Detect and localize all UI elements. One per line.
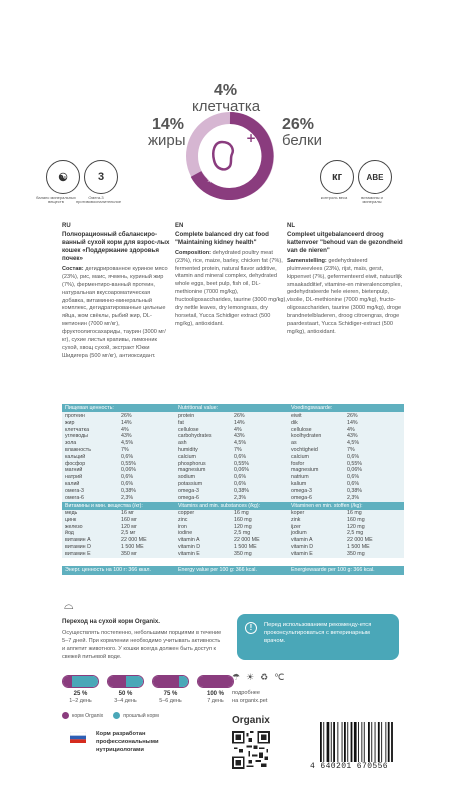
recycle-icon: ♻ bbox=[260, 672, 269, 682]
vitamins-table-en bbox=[175, 510, 288, 558]
row-value: 0,6% bbox=[234, 480, 247, 487]
energy-ru: Энерг. ценность на 100 г: 366 ккал. bbox=[62, 566, 175, 575]
pill-old-part bbox=[179, 676, 188, 687]
row-value: 22 000 ME bbox=[234, 537, 260, 544]
table-row bbox=[175, 530, 288, 537]
row-key: зола bbox=[65, 440, 77, 447]
row-value: 0,55% bbox=[234, 460, 250, 467]
barcode-bar bbox=[375, 722, 376, 762]
row-key: carbohydrates bbox=[178, 433, 212, 440]
row-value: 0,6% bbox=[234, 453, 247, 460]
table-row bbox=[175, 544, 288, 551]
row-value: 4,5% bbox=[347, 440, 360, 447]
composition-nl: Samenstelling: gedehydrateerd pluimveevlees (23%), rijst, maïs, gerst, kippenvet (7%), gefermenteerd eiwit, natuurlijk smaakadditief, vitamine-en mineralencomplex, gedehydrateerde hele eieren, bietenpulp, visolie, DL-methionine (7000 mg/kg), fructo-oligosacchariden, taurine (3000 mg/kg), droge brandnetelbladeren, droog citroengras, droge paardestaart, Yucca Schidiger-extract (500 mg/kg), antioxidant. bbox=[287, 257, 403, 336]
table-row bbox=[288, 427, 404, 434]
pill-new-part bbox=[153, 676, 179, 687]
table-row bbox=[288, 524, 404, 531]
row-key: phosphorus bbox=[178, 460, 206, 467]
row-value: 26% bbox=[347, 413, 358, 419]
table-row bbox=[62, 517, 175, 524]
table-row bbox=[62, 524, 175, 531]
table-row bbox=[288, 467, 404, 474]
transition-title: Переход на сухой корм Organix. bbox=[62, 618, 160, 625]
nutrition-header-nl: Voedingswaarde: bbox=[288, 404, 404, 412]
table-row bbox=[175, 510, 288, 517]
vitamins-header-nl: Vitaminen en min. stoffen (/kg): bbox=[288, 502, 404, 510]
step-day: 7 день bbox=[207, 698, 224, 704]
barcode-bar bbox=[364, 722, 365, 762]
row-key: omega-6 bbox=[178, 494, 199, 501]
step-pct: 75 % bbox=[163, 691, 178, 697]
row-value: 0,55% bbox=[121, 460, 137, 467]
svg-text:+: + bbox=[246, 131, 257, 145]
bowl-icon: ⌓ bbox=[64, 598, 74, 612]
row-key: фосфор bbox=[65, 460, 86, 467]
row-value: 0,38% bbox=[121, 487, 137, 494]
row-value: 4,5% bbox=[234, 440, 247, 447]
sun-icon: ☀ bbox=[246, 672, 255, 682]
row-key: magnesium bbox=[178, 467, 206, 474]
more-info bbox=[232, 690, 267, 706]
vitamins-table-nl bbox=[288, 510, 404, 558]
description-ru bbox=[62, 222, 172, 361]
nutrition-table-nl bbox=[288, 404, 404, 502]
vitamins-header-ru: Витамины и мин. вещества (/кг): bbox=[62, 502, 175, 510]
table-row bbox=[288, 433, 404, 440]
row-value: 2,5 mg bbox=[234, 530, 251, 537]
row-key: humidity bbox=[178, 446, 198, 453]
title-nl: Compleet uitgebalanceerd droog kattenvoer "behoud van de gezondheid van de nieren" bbox=[287, 230, 403, 254]
row-key: natrium bbox=[291, 474, 309, 481]
barcode-icon bbox=[318, 722, 410, 762]
row-value: 160 mg bbox=[347, 516, 365, 523]
row-value: 0,6% bbox=[347, 453, 360, 460]
transition-step bbox=[62, 675, 99, 704]
row-value: 43% bbox=[121, 433, 132, 440]
step-day: 1–2 день bbox=[69, 698, 92, 704]
row-key: omega-3 bbox=[178, 487, 199, 494]
row-value: 2,3% bbox=[121, 494, 134, 501]
row-key: медь bbox=[65, 510, 78, 516]
title-ru: Полнорационный сбалансиро-ванный сухой корм для взрос-лых кошек «Поддержание здоровья почек» bbox=[62, 230, 170, 262]
right-benefit-icons bbox=[320, 160, 392, 194]
row-key: витамин А bbox=[65, 537, 91, 544]
row-value: 0,38% bbox=[234, 487, 250, 494]
table-row bbox=[288, 495, 404, 502]
row-key: vitamin E bbox=[178, 550, 200, 557]
row-value: 0,06% bbox=[234, 467, 250, 474]
row-key: fosfor bbox=[291, 460, 305, 467]
kidney-ring-icon bbox=[186, 112, 274, 200]
step-day: 3–4 день bbox=[114, 698, 137, 704]
fiber-pct: 4% bbox=[214, 82, 238, 99]
row-value: 26% bbox=[121, 413, 132, 419]
row-key: jodium bbox=[291, 530, 307, 537]
row-key: eiwit bbox=[291, 413, 302, 419]
description-nl bbox=[287, 222, 403, 337]
row-value: 4% bbox=[347, 426, 355, 433]
row-value: 7% bbox=[234, 446, 242, 453]
legend-old: прошлый корм bbox=[113, 712, 159, 719]
more-line2: на organix.pet bbox=[232, 697, 268, 704]
table-row bbox=[288, 454, 404, 461]
table-row bbox=[175, 551, 288, 558]
vitamins-table-ru bbox=[62, 510, 175, 558]
table-row bbox=[62, 551, 175, 558]
row-value: 16 mg bbox=[347, 510, 362, 516]
row-key: potassium bbox=[178, 480, 203, 487]
energy-en: Energy value per 100 g: 366 kcal. bbox=[175, 566, 288, 575]
row-value: 350 мг bbox=[121, 550, 137, 557]
brand-logo: Organix bbox=[232, 715, 270, 726]
row-value: 0,6% bbox=[121, 480, 134, 487]
row-value: 16 mg bbox=[234, 510, 249, 516]
row-key: витамин Е bbox=[65, 550, 91, 557]
row-value: 160 mg bbox=[234, 516, 252, 523]
pill-new-part bbox=[63, 676, 72, 687]
row-key: vitamin E bbox=[291, 550, 313, 557]
weight-control-caption: контроль веса bbox=[320, 195, 348, 200]
pill-new-part bbox=[198, 676, 233, 687]
barcode-bar bbox=[344, 722, 346, 762]
description-en bbox=[175, 222, 287, 329]
row-value: 14% bbox=[121, 419, 132, 426]
table-row bbox=[62, 530, 175, 537]
mineral-balance-icon: ☯ bbox=[46, 160, 80, 194]
row-value: 14% bbox=[347, 419, 358, 426]
row-value: 0,06% bbox=[121, 467, 137, 474]
row-value: 43% bbox=[234, 433, 245, 440]
row-value: 7% bbox=[347, 446, 355, 453]
legend-old-dot bbox=[113, 712, 120, 719]
fat-pct: 14% bbox=[152, 116, 185, 133]
barcode-bar bbox=[320, 722, 322, 762]
nutrition-header-ru: Пищевая ценность: bbox=[62, 404, 200, 412]
row-key: omega-6 bbox=[291, 494, 312, 501]
barcode-number: 4 640201 670556 bbox=[310, 762, 389, 771]
lang-ru: RU bbox=[62, 223, 71, 229]
table-row bbox=[62, 510, 175, 517]
table-row bbox=[288, 510, 404, 517]
table-row bbox=[288, 461, 404, 468]
barcode-bar bbox=[385, 722, 386, 762]
row-value: 0,6% bbox=[347, 474, 360, 481]
row-value: 2,3% bbox=[347, 494, 360, 501]
table-row bbox=[288, 413, 404, 420]
row-key: кальций bbox=[65, 453, 86, 460]
umbrella-icon: ☂ bbox=[232, 672, 241, 682]
transition-text: Осуществлять постепенно, небольшими порциями в течение 5–7 дней. При кормлении необходимо учитывать активность и аппетит животного. У кошки всегда должен быть доступ к свежей питьевой воде. bbox=[62, 630, 222, 661]
row-key: koolhydraten bbox=[291, 433, 322, 440]
vet-note-text: Перед использованием рекоменду-ется проконсультироваться с ветеринарным врачом. bbox=[264, 622, 372, 644]
table-row bbox=[175, 537, 288, 544]
barcode-bar bbox=[361, 722, 362, 762]
row-value: 350 mg bbox=[347, 550, 365, 557]
barcode-bar bbox=[342, 722, 343, 762]
row-value: 4,5% bbox=[121, 440, 134, 447]
step-ratio-pill bbox=[152, 675, 189, 688]
row-value: 0,6% bbox=[347, 480, 360, 487]
row-key: натрий bbox=[65, 474, 83, 481]
row-value: 2,3% bbox=[234, 494, 247, 501]
row-key: омега-3 bbox=[65, 487, 85, 494]
barcode-bar bbox=[368, 722, 370, 762]
row-key: витамин D bbox=[65, 543, 91, 550]
row-value: 1 500 ME bbox=[347, 543, 370, 550]
row-key: kalium bbox=[291, 480, 307, 487]
legend-new: корм Organix bbox=[62, 712, 103, 719]
lang-nl: NL bbox=[287, 223, 295, 229]
left-benefit-icons bbox=[46, 160, 118, 194]
row-key: calcium bbox=[291, 453, 309, 460]
table-row bbox=[62, 544, 175, 551]
row-value: 22 000 МЕ bbox=[121, 537, 147, 544]
row-key: железо bbox=[65, 523, 83, 530]
row-value: 0,55% bbox=[347, 460, 363, 467]
step-ratio-pill bbox=[62, 675, 99, 688]
row-key: углеводы bbox=[65, 433, 88, 440]
row-value: 1 500 МЕ bbox=[121, 543, 144, 550]
barcode-bar bbox=[391, 722, 393, 762]
barcode-bar bbox=[351, 722, 353, 762]
qr-code-icon bbox=[232, 731, 270, 769]
row-key: протеин bbox=[65, 413, 85, 419]
temperature-icon: ℃ bbox=[274, 672, 285, 682]
vitamins-caption: витамины и минералы bbox=[361, 195, 383, 205]
table-row bbox=[288, 488, 404, 495]
row-value: 2,5 мг bbox=[121, 530, 136, 537]
row-key: vitamin A bbox=[178, 537, 200, 544]
row-key: as bbox=[291, 440, 297, 447]
barcode-bar bbox=[323, 722, 324, 762]
pill-old-part bbox=[72, 676, 98, 687]
transition-legend bbox=[62, 712, 159, 719]
row-key: protein bbox=[178, 413, 195, 419]
barcode-bar bbox=[378, 722, 380, 762]
fat-name: жиры bbox=[148, 132, 186, 149]
mineral-balance-caption: баланс минеральных веществ bbox=[36, 195, 76, 205]
step-ratio-pill bbox=[197, 675, 234, 688]
transition-step bbox=[152, 675, 189, 704]
table-row bbox=[62, 537, 175, 544]
barcode-bar bbox=[354, 722, 357, 762]
barcode-bar bbox=[358, 722, 359, 762]
barcode-bar bbox=[327, 722, 330, 762]
row-key: цинк bbox=[65, 516, 77, 523]
legend-new-dot bbox=[62, 712, 69, 719]
row-key: ash bbox=[178, 440, 187, 447]
row-value: 22 000 ME bbox=[347, 537, 373, 544]
row-value: 26% bbox=[234, 413, 245, 419]
row-key: zinc bbox=[178, 516, 188, 523]
barcode-bar bbox=[388, 722, 390, 762]
step-pct: 25 % bbox=[73, 691, 88, 697]
energy-nl: Energiewaarde per 100 g: 366 kcal. bbox=[288, 566, 404, 575]
more-line1: подробнее bbox=[232, 690, 261, 696]
step-day: 5–6 день bbox=[159, 698, 182, 704]
table-row bbox=[175, 524, 288, 531]
row-key: vitamin D bbox=[291, 543, 314, 550]
row-key: calcium bbox=[178, 453, 196, 460]
step-pct: 100 % bbox=[206, 691, 224, 697]
step-pct: 50 % bbox=[118, 691, 133, 697]
row-key: zink bbox=[291, 516, 301, 523]
row-key: fat bbox=[178, 419, 184, 426]
row-key: koper bbox=[291, 510, 305, 516]
pill-old-part bbox=[126, 676, 144, 687]
row-key: калий bbox=[65, 480, 80, 487]
barcode-bar bbox=[381, 722, 382, 762]
barcode-bar bbox=[347, 722, 348, 762]
row-key: йод bbox=[65, 530, 74, 537]
table-row bbox=[288, 517, 404, 524]
row-key: vitamin D bbox=[178, 543, 201, 550]
row-key: vitamin A bbox=[291, 537, 313, 544]
row-key: magnesium bbox=[291, 467, 319, 474]
vitamins-header-en: Vitamins and min. substances (/kg): bbox=[175, 502, 288, 510]
protein-name: белки bbox=[282, 132, 322, 149]
vitamins-icon: ABE bbox=[358, 160, 392, 194]
row-value: 120 mg bbox=[234, 523, 252, 530]
composition-en: Composition: dehydrated poultry meat (23%), rice, maize, barley, chicken fat (7%), fermented protein, natural flavor additive, vitamin and mineral complex, dehydrated whole eggs, beet pulp, fish oil, DL-methionine (7000 mg/kg), fructooligosaccharides, taurine (3000 mg/kg), dry nettle leaves, dry lemongrass, dry horsetail, Yucca Schidiger extract (500 mg/kg), antioxidant. bbox=[175, 249, 287, 328]
row-key: copper bbox=[178, 510, 195, 516]
weight-control-icon: кг bbox=[320, 160, 354, 194]
title-en: Complete balanced dry cat food "Maintaining kidney health" bbox=[175, 230, 269, 246]
transition-step bbox=[197, 675, 234, 704]
step-ratio-pill bbox=[107, 675, 144, 688]
table-row bbox=[288, 447, 404, 454]
info-icon: ! bbox=[245, 622, 257, 634]
omega-3-caption: Омега-3 противовоспалительное bbox=[76, 195, 122, 205]
russia-flag-icon bbox=[70, 732, 86, 743]
barcode-bar bbox=[371, 722, 372, 762]
row-key: магний bbox=[65, 467, 83, 474]
row-value: 14% bbox=[234, 419, 245, 426]
protein-pct: 26% bbox=[282, 116, 315, 133]
row-key: омега-6 bbox=[65, 494, 85, 501]
row-key: ijzer bbox=[291, 523, 301, 530]
row-value: 0,06% bbox=[347, 467, 363, 474]
row-key: omega-3 bbox=[291, 487, 312, 494]
barcode-bar bbox=[337, 722, 338, 762]
table-row bbox=[288, 530, 404, 537]
row-key: жир bbox=[65, 419, 75, 426]
row-key: vochtigheid bbox=[291, 446, 318, 453]
row-value: 0,38% bbox=[347, 487, 363, 494]
row-key: iodine bbox=[178, 530, 193, 537]
row-value: 160 мг bbox=[121, 516, 137, 523]
transition-steps bbox=[62, 675, 234, 704]
row-value: 7% bbox=[121, 446, 129, 453]
row-value: 0,6% bbox=[234, 474, 247, 481]
row-key: dik bbox=[291, 419, 298, 426]
table-row bbox=[175, 517, 288, 524]
omega-3-icon: 3 bbox=[84, 160, 118, 194]
barcode-bar bbox=[333, 722, 335, 762]
row-value: 350 mg bbox=[234, 550, 252, 557]
table-row bbox=[288, 481, 404, 488]
row-value: 0,6% bbox=[121, 453, 134, 460]
ring-label: здоровье почек bbox=[206, 169, 247, 185]
table-row bbox=[288, 537, 404, 544]
row-key: iron bbox=[178, 523, 187, 530]
table-row bbox=[288, 544, 404, 551]
row-value: 120 mg bbox=[347, 523, 365, 530]
pill-new-part bbox=[108, 676, 126, 687]
care-icons bbox=[232, 672, 284, 683]
row-key: влажность bbox=[65, 446, 91, 453]
transition-step bbox=[107, 675, 144, 704]
row-key: cellulose bbox=[291, 426, 312, 433]
row-key: cellulose bbox=[178, 426, 199, 433]
fiber-name: клетчатка bbox=[192, 98, 261, 115]
composition-ru: Состав: дегидрированное куриное мясо (23%), рис, маис, ячмень, куриный жир (7%), ферментиро-ванный протеин, натуральная вкусоароматическая добавка, витаминно-минеральный комплекс, дегидратированные цельные яйца, жом свёклы, рыбий жир, DL-метионин (7000 мг/кг), фруктоолигосахариды, таурин (3000 мг/кг), сухие листья крапивы, лимонник сухой, хвощ сухой, экстракт Юкки Шидигера (500 мг/кг), антиоксидант. bbox=[62, 265, 168, 360]
table-row bbox=[288, 551, 404, 558]
row-value: 4% bbox=[121, 426, 129, 433]
row-value: 120 мг bbox=[121, 523, 137, 530]
vet-note-box bbox=[237, 614, 399, 660]
lang-en: EN bbox=[175, 223, 184, 229]
barcode-bar bbox=[331, 722, 332, 762]
row-key: клетчатка bbox=[65, 426, 90, 433]
row-value: 16 мг bbox=[121, 510, 134, 516]
table-row bbox=[288, 420, 404, 427]
table-row bbox=[288, 474, 404, 481]
row-key: sodium bbox=[178, 474, 196, 481]
table-row bbox=[288, 440, 404, 447]
row-value: 1 500 ME bbox=[234, 543, 257, 550]
row-value: 43% bbox=[347, 433, 358, 440]
row-value: 0,6% bbox=[121, 474, 134, 481]
row-value: 2,5 mg bbox=[347, 530, 364, 537]
row-value: 4% bbox=[234, 426, 242, 433]
made-by-text: Корм разработан профессиональными нутрициологами bbox=[96, 731, 159, 753]
nutrition-header-en: Nutritional value: bbox=[175, 404, 313, 412]
